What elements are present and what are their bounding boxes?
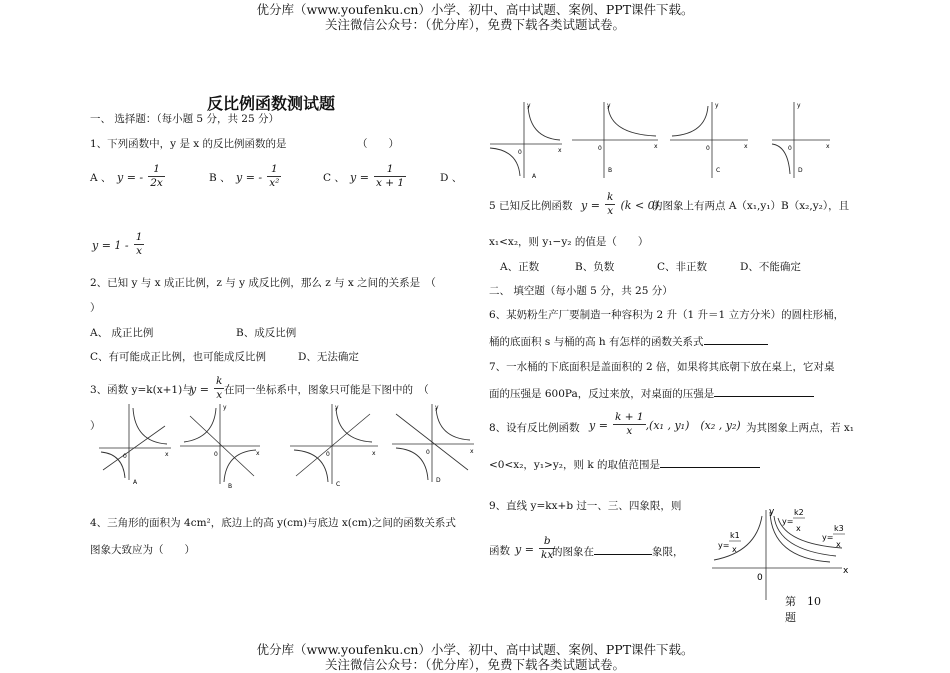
q5-stem-a: 5 已知反比例函数 — [489, 200, 573, 212]
q10-origin-label: 0 — [757, 573, 763, 583]
q4-graph-b — [570, 98, 662, 180]
section-choice-heading: 一、 选择题：（每小题 5 分，共 25 分） — [90, 113, 279, 125]
svg-text:x: x — [654, 143, 658, 150]
q4-graph-a — [488, 98, 564, 180]
q9-stem-post: 的图象在 象限， — [552, 543, 684, 559]
q9-expr: y = $\frac{b}{kx}$ — [515, 535, 554, 561]
q3-graph-c-label: C — [336, 481, 341, 488]
q5-stem-b: 的图象上有两点 A（x₁,y₁）B（x₂,y₂），且 — [652, 200, 850, 212]
q4-graph-d-label: D — [798, 167, 803, 174]
q5-stem-line2: x₁<x₂，则 y₁−y₂ 的值是（ ） — [489, 236, 649, 248]
q6-stem-line2: 桶的底面积 s 与桶的高 h 有怎样的函数关系式 — [489, 333, 768, 349]
q10-caption-line2: 题 — [785, 611, 796, 624]
q2-close-paren: ） — [90, 302, 101, 314]
q4-stem-line2: 图象大致应为（ ） — [90, 544, 195, 556]
q10-y-label: y — [769, 507, 775, 517]
svg-text:x: x — [558, 147, 562, 154]
q9-answer-blank[interactable] — [594, 543, 652, 555]
q1-option-b: B 、 — [209, 172, 231, 184]
q7-stem-line2: 面的压强是 600Pa，反过来放，对桌面的压强是 — [489, 385, 814, 401]
q10-k3-label: k3 — [834, 524, 844, 533]
svg-text:x: x — [470, 448, 474, 455]
svg-text:0: 0 — [598, 145, 602, 152]
svg-text:y: y — [223, 404, 227, 411]
q4-graph-a-label: A — [532, 173, 537, 180]
banner-top-line2: 关注微信公众号：（优分库），免费下载各类试题试卷。 — [324, 17, 625, 32]
svg-text:0: 0 — [123, 453, 127, 460]
q7-answer-blank[interactable] — [714, 385, 814, 397]
svg-text:x: x — [836, 540, 841, 549]
q3-close-paren: ） — [90, 420, 101, 432]
q10-x-label: x — [843, 566, 849, 576]
q9-stem-line1: 9、直线 y=kx+b 过一、三、四象限，则 — [489, 500, 682, 512]
q2-option-b: B、成反比例 — [236, 327, 297, 339]
svg-text:y: y — [715, 102, 719, 109]
q4-graph-d — [770, 98, 834, 180]
q8-stem-a: 8、设有反比例函数 — [489, 422, 580, 434]
q4-graph-c-label: C — [716, 167, 721, 174]
svg-text:x: x — [256, 450, 260, 457]
q1-option-a: A 、 — [90, 172, 112, 184]
q5-option-a: A、正数 — [500, 261, 540, 273]
q6-stem-line1: 6、某奶粉生产厂要制造一种容积为 2 升（1 升＝1 立方分米）的圆柱形桶， — [489, 309, 845, 321]
q1-stem: 1、下列函数中，y 是 x 的反比例函数的是 — [90, 138, 287, 150]
svg-text:0: 0 — [518, 149, 522, 156]
q1-option-b-expr: y = - $\frac{1}{\text{x²}}$ — [236, 163, 280, 189]
svg-text:y=: y= — [782, 517, 794, 526]
svg-text:x: x — [372, 450, 376, 457]
q3-graph-d-label: D — [436, 477, 441, 484]
page-title: 反比例函数测试题 — [207, 94, 336, 113]
q3-graph-d — [388, 400, 478, 490]
q8-stem-line2: <0<x₂，y₁>y₂，则 k 的取值范围是 — [489, 456, 760, 472]
q8-stem-b: 为其图象上两点，若 x₁ — [746, 422, 854, 434]
q9-stem-pre: 函数 — [489, 545, 510, 557]
q3-stem-b: 在同一坐标系中，图象只可能是下图中的 （ — [224, 384, 429, 396]
q10-k2-label: k2 — [794, 508, 804, 517]
q5-option-b: B、负数 — [575, 261, 615, 273]
q4-graph-b-label: B — [608, 167, 613, 174]
q4-stem-line1: 4、三角形的面积为 4cm²，底边上的高 y(cm)与底边 x(cm)之间的函数关系式 — [90, 517, 456, 529]
q5-option-c: C、非正数 — [657, 261, 708, 273]
svg-text:0: 0 — [326, 451, 330, 458]
q1-option-d-expr: y = 1 - $\frac{1}{x}$ — [92, 231, 143, 257]
q10-figure — [710, 502, 860, 602]
q10-k1-label: k1 — [730, 531, 740, 540]
q1-option-a-expr: y = - $\frac{1}{2x}$ — [117, 163, 163, 189]
svg-text:0: 0 — [788, 145, 792, 152]
banner-top-line1: 优分库（www.youfenku.cn）小学、初中、高中试题、案例、PPT课件下载。 — [256, 2, 694, 17]
q8-expr: y = $\frac{k + 1}{x}$ ,(x₁ , y₁) (x₂ , y₂) — [589, 411, 741, 437]
q3-graph-c — [286, 400, 382, 490]
svg-text:x: x — [732, 545, 737, 554]
svg-text:0: 0 — [426, 449, 430, 456]
q5-expr: y = $\frac{k}{x}$ (k < 0) — [581, 191, 659, 217]
svg-text:x: x — [744, 143, 748, 150]
q2-stem: 2、已知 y 与 x 成正比例，z 与 y 成反比例，那么 z 与 x 之间的关系是 （ — [90, 277, 436, 289]
q8-answer-blank[interactable] — [660, 456, 760, 468]
svg-text:y: y — [797, 102, 801, 109]
svg-text:y: y — [335, 404, 339, 411]
q3-graph-b — [176, 400, 264, 490]
q3-expr: y = $\frac{k}{x}$ — [190, 375, 223, 401]
q6-answer-blank[interactable] — [704, 333, 768, 345]
svg-text:y: y — [527, 102, 531, 109]
q1-option-c: C 、 — [323, 172, 345, 184]
q7-stem-line1: 7、一水桶的下底面积是盖面积的 2 倍，如果将其底朝下放在桌上，它对桌 — [489, 361, 835, 373]
svg-text:x: x — [826, 143, 830, 150]
svg-text:y=: y= — [822, 533, 834, 542]
svg-text:y: y — [435, 404, 439, 411]
svg-text:x: x — [165, 451, 169, 458]
banner-bottom-line2: 关注微信公众号：（优分库），免费下载各类试题试卷。 — [324, 657, 625, 672]
q1-option-d: D 、 — [440, 172, 463, 184]
q4-graph-c — [668, 98, 752, 180]
q1-answer-paren: （ ） — [357, 138, 399, 150]
q2-option-c: C、有可能成正比例，也可能成反比例 — [90, 351, 267, 363]
svg-text:x: x — [796, 524, 801, 533]
svg-text:y: y — [607, 102, 611, 109]
q3-graph-a — [95, 400, 173, 486]
banner-bottom-line1: 优分库（www.youfenku.cn）小学、初中、高中试题、案例、PPT课件下载。 — [256, 642, 694, 657]
svg-text:0: 0 — [214, 451, 218, 458]
section-fill-heading: 二、 填空题（每小题 5 分，共 25 分） — [489, 285, 673, 297]
q1-option-c-expr: y = $\frac{1}{x + 1}$ — [350, 163, 405, 189]
q2-option-d: D、无法确定 — [298, 351, 359, 363]
q5-option-d: D、不能确定 — [740, 261, 801, 273]
q10-caption-line1: 第 10 — [785, 595, 821, 608]
q3-graph-b-label: B — [228, 483, 233, 490]
svg-text:0: 0 — [706, 145, 710, 152]
svg-text:y=: y= — [718, 541, 730, 550]
q2-option-a: A、 成正比例 — [90, 327, 154, 339]
q3-graph-a-label: A — [133, 479, 138, 486]
q3-stem-a: 3、函数 y=k(x+1)与 — [90, 384, 193, 396]
